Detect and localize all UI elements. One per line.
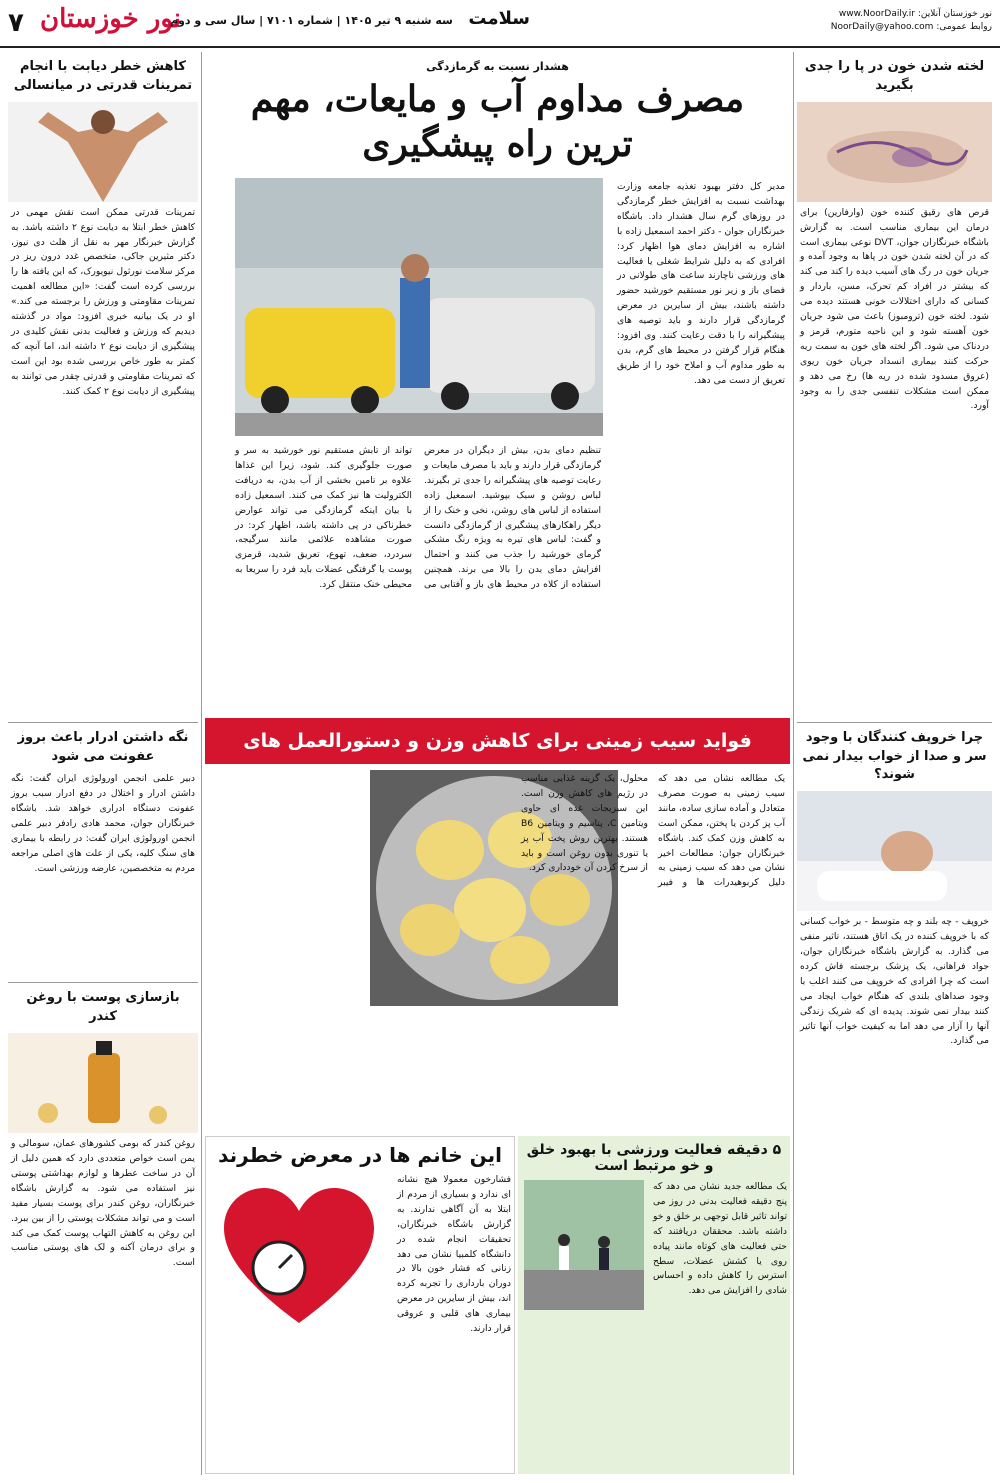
story-body: روغن کندر که بومی کشورهای عمان، سومالی و یمن است خواص متعددی دارد که همین دلیل از آن در ساخت عطرها و لوازم بهداشتی پوستی نیز استفاده می شود. به گزارش باشگاه خبرنگاران، روغن کندر برای پوست بسیار مفید است و می تواند مشکلات پوستی را از بین ببرد. این روغن به کاهش التهاب پوست کمک می کند و برای درمان آکنه و لک های پوستی مناسب است.	[11, 1138, 195, 1269]
main-story	[205, 52, 790, 167]
column-rule-right	[793, 52, 794, 1475]
exercise-people-photo	[524, 1180, 644, 1310]
section-title: سلامت	[468, 8, 530, 29]
story-title: لخته شدن خون در پا را جدی بگیرید	[804, 59, 985, 93]
story-title: ۵ دقیقه فعالیت ورزشی با بهبود خلق و خو مرتبط است	[526, 1142, 782, 1174]
hypertension-box	[205, 1136, 515, 1474]
masthead	[0, 0, 1000, 48]
story-title: این خانم ها در معرض خطرند	[218, 1143, 502, 1167]
taxi-heat-photo	[235, 178, 603, 436]
right-column	[797, 52, 992, 1472]
main-body: تنظیم دمای بدن، بیش از دیگران در معرض گرمازدگی قرار دارند و باید با مصرف مایعات و رعایت توصیه های پیشگیرانه را جدی تر بگیرند. لباس روشن و سبک بپوشید. اسمعیل زاده استفاده از لباس های روشن، نخی و خنک را از دیگر راهکارهای پیشگیری از گرمازدگی دانست و گفت: لباس های تیره به ویژه رنگ مشکی گرمای خورشید را جذب می کنند و احتمال افزایش دمای بدن را بالا می برند. همچنین استفاده از کلاه در محیط های باز و آفتابی می تواند از تابش مستقیم نور خورشید به سر و صورت جلوگیری کند. شود، زیرا این غذاها علاوه بر تامین بخشی از آب بدن، به دریافت الکترولیت ها نیز کمک می کنند. اسمعیل زاده با بیان اینکه گرمازدگی می تواند عوارض خطرناکی در پی داشته باشد، اظهار کرد: در صورت مشاهده علائمی مانند سرگیجه، سردرد، ضعف، تهوع، تعریق شدید، قرمزی پوست یا گرفتگی عضلات باید فرد را سریعا به محیطی خنک منتقل کرد.	[235, 445, 601, 591]
page-number: ۷	[8, 8, 24, 38]
story-title: چرا خروپف کنندگان با وجود سر و صدا از خواب بیدار نمی شوند؟	[797, 722, 992, 792]
issue-date: سه شنبه ۹ تیر ۱۴۰۵ | شماره ۷۱۰۱ | سال سی و دوم	[170, 14, 453, 27]
column-rule-left	[201, 52, 202, 1475]
intro-body: مدیر کل دفتر بهبود تغذیه جامعه وزارت بهداشت نسبت به افزایش خطر گرمازدگی در روزهای گرم سال هشدار داد. باشگاه خبرنگاران جوان - دکتر احمد اسمعیل زاده با اشاره به افزایش دمای هوا اظهار کرد: افرادی که به دلیل شرایط شغلی یا فعالیت های ورزشی ناچارند ساعت های طولانی در فضای باز و زیر نور مستقیم خورشید حضور داشته باشند، بیش از سایرین در معرض گرمازدگی قرار دارند و باید توصیه های پیشگیرانه را با دقت رعایت کنند. وی افزود: هنگام قرار گرفتن در محیط های گرم، بدن به طور مداوم آب و املاح خود را از طریق تعریق از دست می دهد.	[617, 181, 785, 386]
site-info	[782, 8, 992, 33]
leg-vein-photo	[797, 102, 992, 202]
sleeping-man-photo	[797, 791, 992, 911]
story-title: نگه داشتن ادرار باعث بروز عفونت می شود	[8, 722, 198, 773]
site-email[interactable]: روابط عمومی: NoorDaily@yahoo.com	[830, 21, 992, 32]
story-body: قرص های رقیق کننده خون (وارفارین) برای درمان این بیماری مناسب است. به گزارش باشگاه خبرنگاران جوان، DVT نوعی بیماری است که در آن لخته شدن خون در پاها به وجود آمده و جریان خون در رگ های آسیب دیده را کند می کند که بیشتر در افراد کم تحرک، مسن، باردار و کسانی که دارای اختلالات خونی هستند دیده می شود. لخته خون (ترومبوز) باعث می شود جریان خون آهسته شود و این ناحیه متورم، قرمز و دردناک می شود. اگر لخته های خون به سمت ریه حرکت کنند بیماری انسداد جریان خون ریوی (عروق مسدود شده در ریه ها) رخ می دهد و ممکن است مشکلات تنفسی جدی را به وجود آورد.	[800, 206, 989, 412]
story-body: فشارخون معمولا هیچ نشانه ای ندارد و بسیاری از مردم از ابتلا به آن آگاهی ندارند. به گزارش باشگاه خبرنگاران، تحقیقات انجام شده در دانشگاه کلمبیا نشان می دهد زنانی که فشار خون بالا در دوران بارداری را تجربه کرده اند، بیش از سایرین در معرض بیماری های قلبی و عروقی قرار دارند.	[397, 1174, 511, 1335]
story-body: تمرینات قدرتی ممکن است نقش مهمی در کاهش خطر ابتلا به دیابت نوع ۲ داشته باشد. به گزارش خبرنگار مهر به نقل از هلث دی نیوز، دکتر مثیرین جاکی، متخصص غدد درون ریز در مرکز سلامت نورثول نیویورک، که این یافته ها را بررسی کرده است گفت: «این مطالعه اهمیت تمرینات مقاومتی و ورزش را برجسته می کند.» او در یک بیانیه خبری افزود: مواد در گذشته دیدیم که ورزش و فعالیت بدنی نقش کلیدی در پیشگیری از دیابت نوع ۲ داشته اند، اما آنچه که کمتر به طور خاص بررسی شده بود این است که تمرینات مقاومتی و قدرتی چقدر می توانند به پیشگیری از دیابت نوع ۲ کمک کنند.	[11, 206, 195, 397]
story-body: خروپف - چه بلند و چه متوسط - بر خواب کسانی که با خروپف کننده در یک اتاق هستند، تاثیر منفی می گذارد. به گزارش باشگاه خبرنگاران جوان، جواد فراهانی، یک پزشک برجسته فاش کرده است که چرا افرادی که خروپف می کنند اغلب با وجود صداهای بلندی که هنگام خواب ایجاد می کنند بیدار نمی شوند. پدیده ای که شریک زندگی آنها را آزار می دهد اما به کیفیت خواب آنها تاثیر می گذارد.	[800, 916, 989, 1047]
story-title: بازسازی پوست با روغن کندر	[8, 982, 198, 1033]
frankincense-oil-photo	[8, 1033, 198, 1133]
page-headline: مصرف مداوم آب و مایعات، مهم ترین راه پیشگیری	[250, 78, 745, 165]
left-column	[8, 52, 198, 1472]
muscular-back-photo	[8, 102, 198, 202]
site-url[interactable]: نور خوزستان آنلاین: www.NoorDaily.ir	[838, 9, 992, 19]
heart-pressure-icon	[214, 1173, 384, 1343]
newspaper-logo: نور خوزستان	[40, 4, 181, 34]
story-body: دبیر علمی انجمن اورولوژی ایران گفت: نگه داشتن ادرار و اختلال در دفع ادرار سبب بروز عفونت دستگاه ادراری خواهد شد. باشگاه خبرنگاران جوان، محمد هادی رادفر دبیر علمی انجمن اورولوژی ایران گفت: در رابطه با بیماری های سنگ کلیه، یکی از علت های اصلی مراجعه مردم به متخصصین، عارضه ورزشی است.	[11, 773, 195, 874]
potato-story-title: فواید سیب زمینی برای کاهش وزن و دستورالعمل های	[205, 718, 790, 764]
kicker: هشدار نسبت به گرمازدگی	[426, 60, 569, 73]
potato-body: یک مطالعه نشان می دهد که سیب زمینی به صورت مصرف متعادل و آماده سازی ساده، مانند آب پز کردن یا پختن، ممکن است به کاهش وزن کمک کند. باشگاه خبرنگاران جوان: مطالعات اخیر نشان می دهد که سیب زمینی به دلیل کربوهیدرات ها و فیبر محلول، یک گزینه غذایی مناسب در رژیم های کاهش وزن است. این سبزیجات غده ای حاوی ویتامین C، پتاسیم و ویتامین B6 هستند. بهترین روش پخت آب پز یا تنوری بدون روغن است و باید از سرخ کردن آن خودداری کرد.	[521, 773, 785, 889]
story-title: کاهش خطر دیابت با انجام تمرینات قدرتی در میانسالی	[13, 59, 193, 93]
story-body: یک مطالعه جدید نشان می دهد که پنج دقیقه فعالیت بدنی در روز می تواند تاثیر قابل توجهی بر خلق و خو داشته باشد. محققان دریافتند که حتی فعالیت های کوتاه مانند پیاده روی یا کشش عضلات، سطح استرس را کاهش داده و احساس شادی را افزایش می دهد.	[653, 1181, 787, 1297]
exercise-mood-box	[518, 1136, 790, 1474]
